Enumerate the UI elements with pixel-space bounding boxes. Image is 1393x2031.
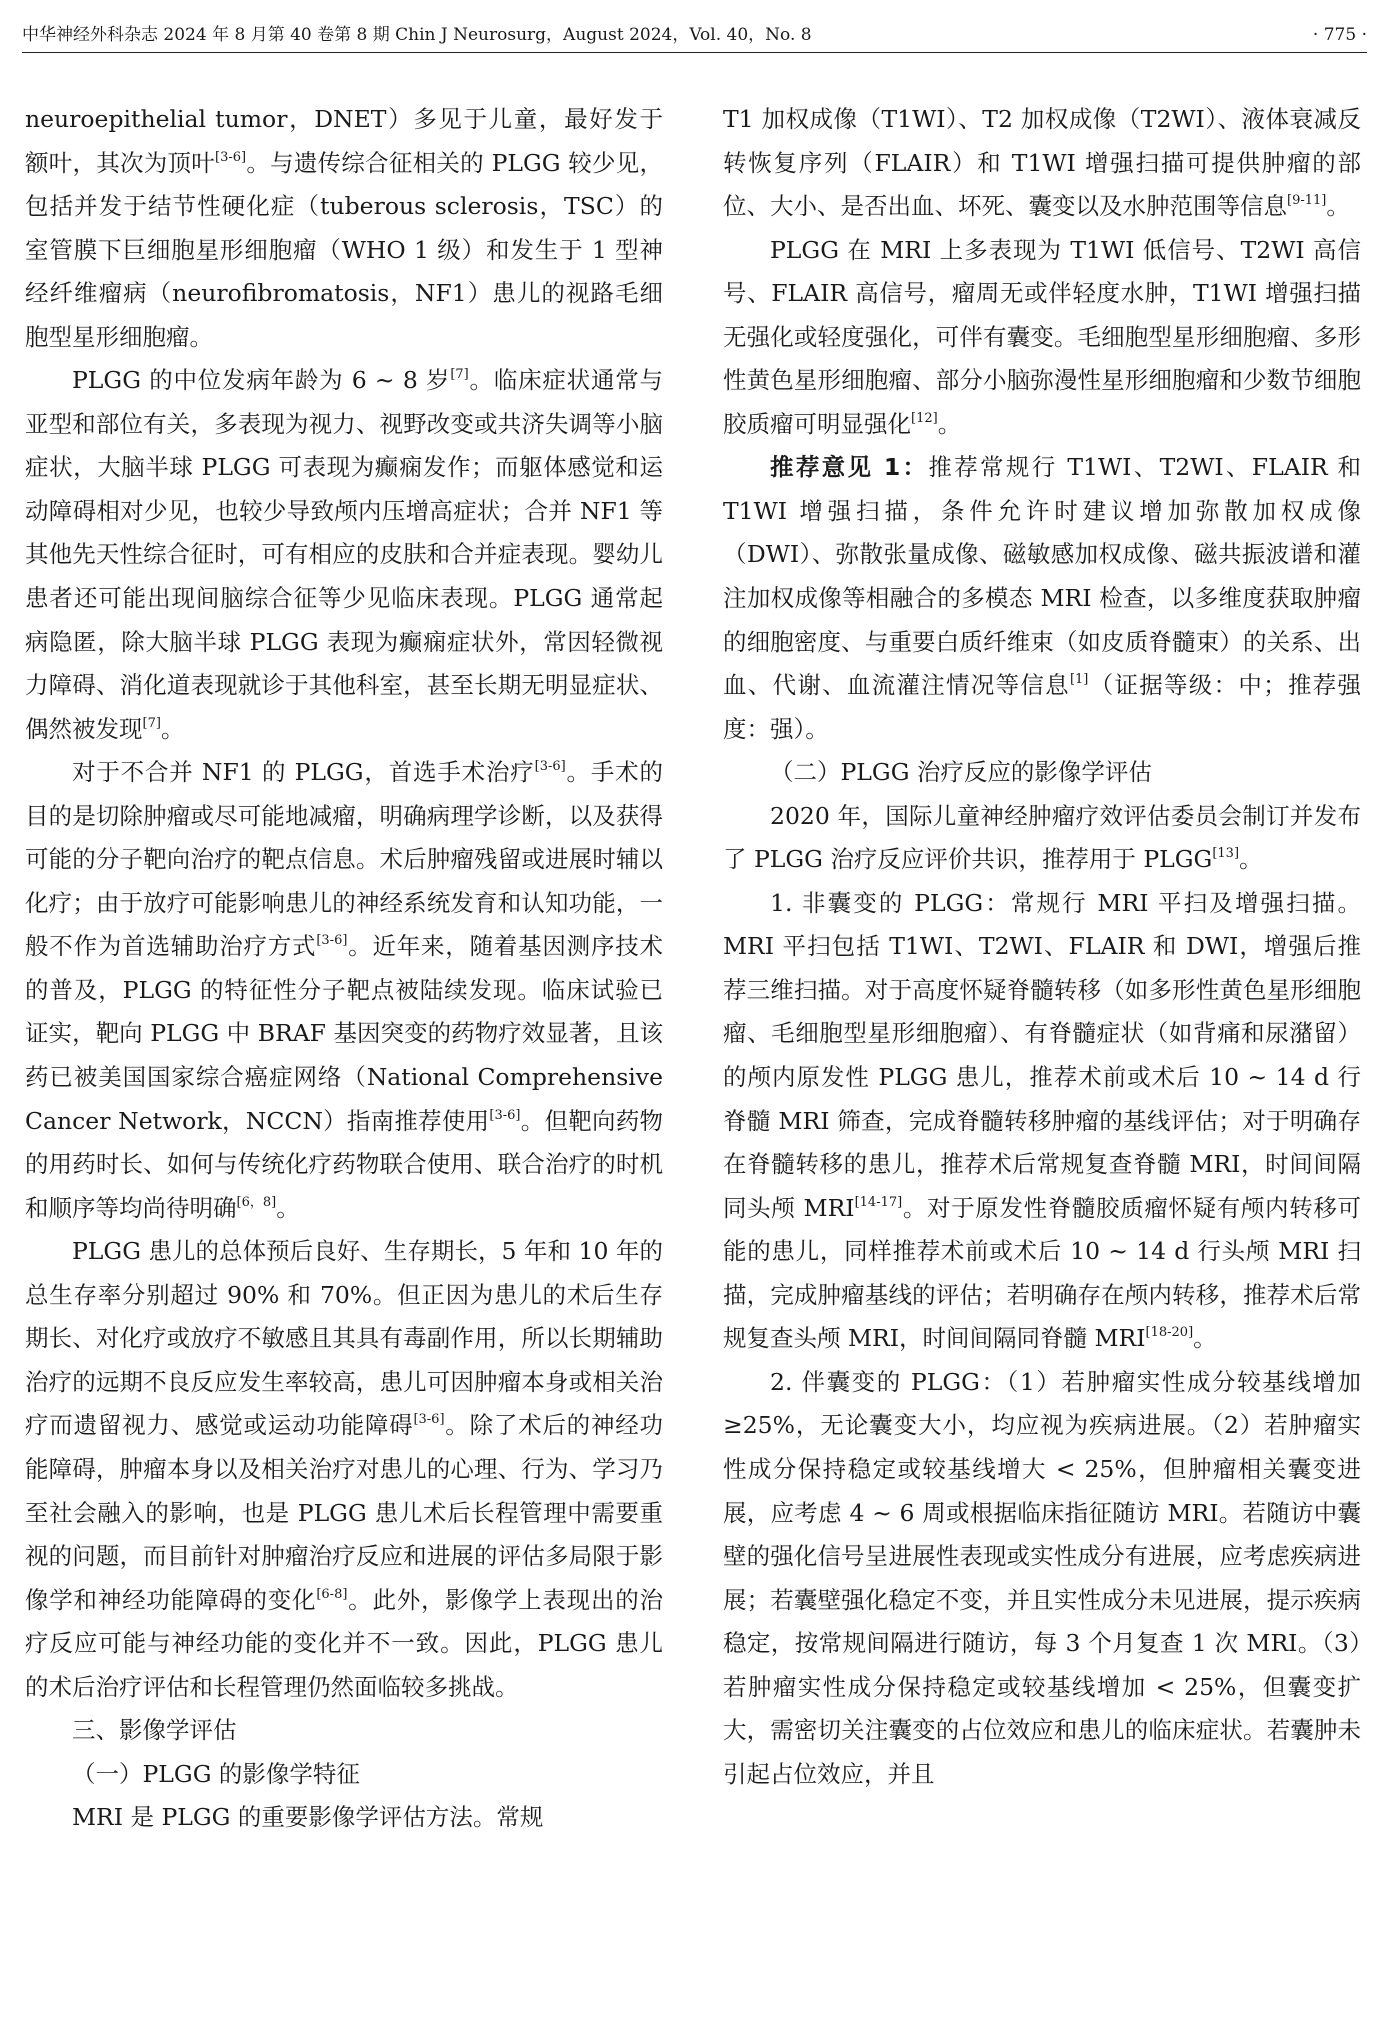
left-column [25, 98, 663, 1840]
citation-ref: [6，8] [236, 1194, 277, 1210]
citation-ref: [6-8] [316, 1586, 348, 1602]
citation-ref: [13] [1212, 846, 1240, 862]
paragraph-text: 。 [1326, 192, 1350, 221]
paragraph [723, 229, 1361, 447]
paragraph-text: 。 [276, 1193, 300, 1222]
paragraph [25, 359, 663, 751]
citation-ref: [3-6] [413, 1412, 445, 1428]
paragraph [723, 98, 1361, 229]
citation-ref: [14-17] [854, 1194, 903, 1210]
paragraph-text: 。对于原发性脊髓胶质瘤怀疑有颅内转移可能的患儿，同样推荐术前或术后 10 ~ 14 d 行头颅 MRI 扫描，完成肿瘤基线的评估；若明确存在颅内转移，推荐术后常规复查头颅 MRI，时间间隔同脊髓 MRI [723, 1193, 1361, 1353]
citation-ref: [18-20] [1145, 1325, 1194, 1341]
paragraph-text: （一）PLGG 的影像学特征 [72, 1759, 360, 1788]
citation-ref: [3-6] [215, 149, 247, 165]
recommendation-label: 推荐意见 1： [770, 453, 929, 482]
citation-ref: [7] [142, 715, 161, 731]
paragraph-text: 。但靶向药物的用药时长、如何与传统化疗药物联合使用、联合治疗的时机和顺序等均尚待明确 [25, 1106, 663, 1222]
paragraph [25, 98, 663, 359]
citation-ref: [1] [1069, 672, 1089, 688]
citation-ref: [3-6] [489, 1107, 521, 1123]
paragraph-text: 2. 伴囊变的 PLGG：（1）若肿瘤实性成分较基线增加≥25%，无论囊变大小，均应视为疾病进展。（2）若肿瘤实性成分保持稳定或较基线增大 < 25%，但肿瘤相关囊变进展，应考虑 4 ~ 6 周或根据临床指征随访 MRI。若随访中囊壁的强化信号呈进展性表现或实性成分有进展，应考虑疾病进展；若囊壁强化稳定不变，并且实性成分未见进展，提示疾病稳定，按常规间隔进行随访，每 3 个月复查 1 次 MRI。（3）若肿瘤实性成分保持稳定或较基线增加 < 25%，但囊变扩大，需密切关注囊变的占位效应和患儿的临床症状。若囊肿未引起占位效应，并且 [723, 1367, 1361, 1788]
paragraph-text: 。手术的目的是切除肿瘤或尽可能地减瘤，明确病理学诊断，以及获得可能的分子靶向治疗的靶点信息。术后肿瘤残留或进展时辅以化疗；由于放疗可能影响患儿的神经系统发育和认知功能，一般不作为首选辅助治疗方式 [25, 758, 663, 961]
paragraph-text: 推荐常规行 T1WI、T2WI、FLAIR 和 T1WI 增强扫描，条件允许时建议增加弥散加权成像（DWI）、弥散张量成像、磁敏感加权成像、磁共振波谱和灌注加权成像等相融合的多模态 MRI 检查，以多维度获取肿瘤的细胞密度、与重要白质纤维束（如皮质脊髓束）的关系、出血、代谢、血流灌注情况等信息 [723, 453, 1361, 700]
paragraph [723, 795, 1361, 882]
paragraph-text: 。除了术后的神经功能障碍，肿瘤本身以及相关治疗对患儿的心理、行为、学习乃至社会融入的影响，也是 PLGG 患儿术后长程管理中需要重视的问题，而目前针对肿瘤治疗反应和进展的评估多局限于影像学和神经功能障碍的变化 [25, 1411, 664, 1614]
paragraph-text: PLGG 患儿的总体预后良好、生存期长，5 年和 10 年的总生存率分别超过 90% 和 70%。但正因为患儿的术后生存期长、对化疗或放疗不敏感且其具有毒副作用，所以长期辅助治疗的远期不良反应发生率较高，患儿可因肿瘤本身或相关治疗而遗留视力、感觉或运动功能障碍 [25, 1237, 663, 1440]
paragraph-text: 三、影像学评估 [72, 1716, 237, 1745]
paragraph-text: （证据等级：中；推荐强度：强）。 [723, 671, 1362, 743]
paragraph [25, 1796, 663, 1840]
paragraph [723, 446, 1361, 751]
citation-ref: [3-6] [534, 759, 566, 775]
paragraph-text: 。 [1193, 1324, 1217, 1353]
paragraph-text: 。此外，影像学上表现出的治疗反应可能与神经功能的变化并不一致。因此，PLGG 患儿的术后治疗评估和长程管理仍然面临较多挑战。 [25, 1585, 664, 1701]
paragraph [25, 751, 663, 1230]
paragraph [25, 1230, 663, 1709]
paragraph-text: 。 [937, 409, 962, 438]
paragraph [723, 751, 1361, 795]
paragraph [25, 1709, 663, 1753]
citation-ref: [7] [450, 367, 469, 383]
page-number: · 775 · [1312, 25, 1367, 45]
citation-ref: [3-6] [316, 933, 348, 949]
paragraph-text: T1 加权成像（T1WI）、T2 加权成像（T2WI）、液体衰减反转恢复序列（FLAIR）和 T1WI 增强扫描可提供肿瘤的部位、大小、是否出血、坏死、囊变以及水肿范围等信息 [723, 105, 1361, 221]
paragraph-text: （二）PLGG 治疗反应的影像学评估 [770, 758, 1152, 787]
citation-ref: [9-11] [1287, 193, 1327, 209]
paragraph-text: PLGG 在 MRI 上多表现为 T1WI 低信号、T2WI 高信号、FLAIR 高信号，瘤周无或伴轻度水肿，T1WI 增强扫描无强化或轻度强化，可伴有囊变。毛细胞型星形细胞瘤、多形性黄色星形细胞瘤、部分小脑弥漫性星形细胞瘤和少数节细胞胶质瘤可明显强化 [723, 235, 1361, 438]
paragraph [723, 1361, 1361, 1796]
paragraph-text: 。临床症状通常与亚型和部位有关，多表现为视力、视野改变或共济失调等小脑症状，大脑半球 PLGG 可表现为癫痫发作；而躯体感觉和运动障碍相对少见，也较少导致颅内压增高症状；合并 NF1 等其他先天性综合征时，可有相应的皮肤和合并症表现。婴幼儿患者还可能出现间脑综合征等少见临床表现。PLGG 通常起病隐匿，除大脑半球 PLGG 表现为癫痫症状外，常因轻微视力障碍、消化道表现就诊于其他科室，甚至长期无明显症状、偶然被发现 [25, 366, 664, 743]
paragraph-text: 2020 年，国际儿童神经肿瘤疗效评估委员会制订并发布了 PLGG 治疗反应评价共识，推荐用于 PLGG [723, 801, 1361, 874]
paragraph-text: 1. 非囊变的 PLGG：常规行 MRI 平扫及增强扫描。MRI 平扫包括 T1WI、T2WI、FLAIR 和 DWI，增强后推荐三维扫描。对于高度怀疑脊髓转移（如多形性黄色星形细胞瘤、毛细胞型星形细胞瘤）、有脊髓症状（如背痛和尿潴留）的颅内原发性 PLGG 患儿，推荐术前或术后 10 ~ 14 d 行脊髓 MRI 筛查，完成脊髓转移肿瘤的基线评估；对于明确存在脊髓转移的患儿，推荐术后常规复查脊髓 MRI，时间间隔同头颅 MRI [723, 888, 1361, 1222]
paragraph-text: 。 [1239, 845, 1263, 874]
paragraph-text: 。近年来，随着基因测序技术的普及，PLGG 的特征性分子靶点被陆续发现。临床试验已证实，靶向 PLGG 中 BRAF 基因突变的药物疗效显著，且该药已被美国国家综合癌症网络（National Comprehensive Cancer Network，NCCN）指南推荐使用 [25, 932, 664, 1135]
paragraph-text: 对于不合并 NF1 的 PLGG，首选手术治疗 [72, 758, 535, 787]
journal-citation: 中华神经外科杂志 2024 年 8 月第 40 卷第 8 期 Chin J Neurosurg，August 2024，Vol. 40，No. 8 [22, 25, 812, 45]
right-column [723, 98, 1361, 1796]
paragraph-text: neuroepithelial tumor，DNET）多见于儿童，最好发于额叶，其次为顶叶 [25, 105, 663, 177]
paragraph-text: 。与遗传综合征相关的 PLGG 较少见，包括并发于结节性硬化症（tuberous sclerosis，TSC）的室管膜下巨细胞星形细胞瘤（WHO 1 级）和发生于 1 型神经纤维瘤病（neurofibromatosis，NF1）患儿的视路毛细胞型星形细胞瘤。 [25, 148, 664, 351]
running-header [22, 22, 1367, 53]
paragraph-text: 。 [160, 714, 185, 743]
paragraph [723, 882, 1361, 1361]
citation-ref: [12] [911, 410, 938, 426]
paragraph-text: MRI 是 PLGG 的重要影像学评估方法。常规 [72, 1803, 544, 1832]
paragraph [25, 1753, 663, 1797]
paragraph-text: PLGG 的中位发病年龄为 6 ~ 8 岁 [72, 366, 451, 395]
